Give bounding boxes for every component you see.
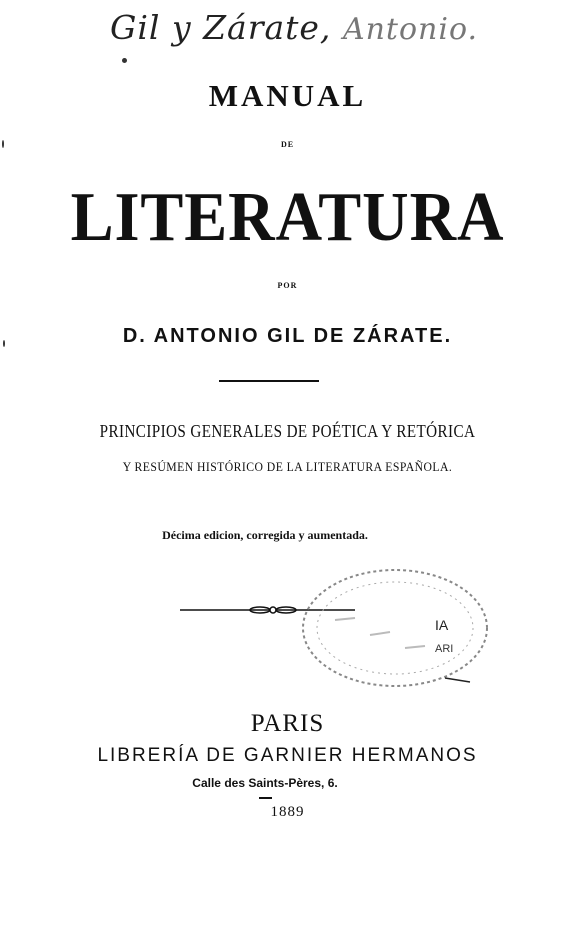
handwritten-annotation (110, 8, 550, 47)
library-stamp-icon (295, 560, 495, 695)
handwritten-given-name: Antonio. (342, 12, 479, 47)
publication-city: PARIS (250, 710, 325, 737)
handwritten-surname: Gil y Zárate, (110, 8, 332, 47)
author-name: D. ANTONIO GIL DE ZÁRATE. (122, 325, 453, 347)
stamp-text-1: IA (435, 617, 449, 633)
ink-speck (2, 140, 4, 148)
title-divider (219, 380, 319, 382)
ink-speck (3, 340, 5, 347)
title-connector-de: DE (280, 140, 295, 149)
stamp-text-2: ARI (435, 643, 454, 655)
year-divider (259, 797, 272, 799)
publisher-address: Calle des Saints-Pères, 6. (192, 776, 338, 790)
title-line-manual: MANUAL (208, 78, 367, 113)
title-main-literatura: LITERATURA (70, 179, 505, 256)
publication-year: 1889 (270, 804, 305, 820)
subtitle-line-1: PRINCIPIOS GENERALES DE POÉTICA Y RETÓRICA (99, 421, 476, 441)
by-label: POR (277, 281, 298, 290)
edition-note: Décima edicion, corregida y aumentada. (162, 528, 368, 542)
publisher-name: LIBRERÍA DE GARNIER HERMANOS (97, 745, 478, 766)
ink-speck (122, 58, 127, 63)
subtitle-line-2: Y RESÚMEN HISTÓRICO DE LA LITERATURA ESPAÑOLA. (122, 459, 453, 474)
